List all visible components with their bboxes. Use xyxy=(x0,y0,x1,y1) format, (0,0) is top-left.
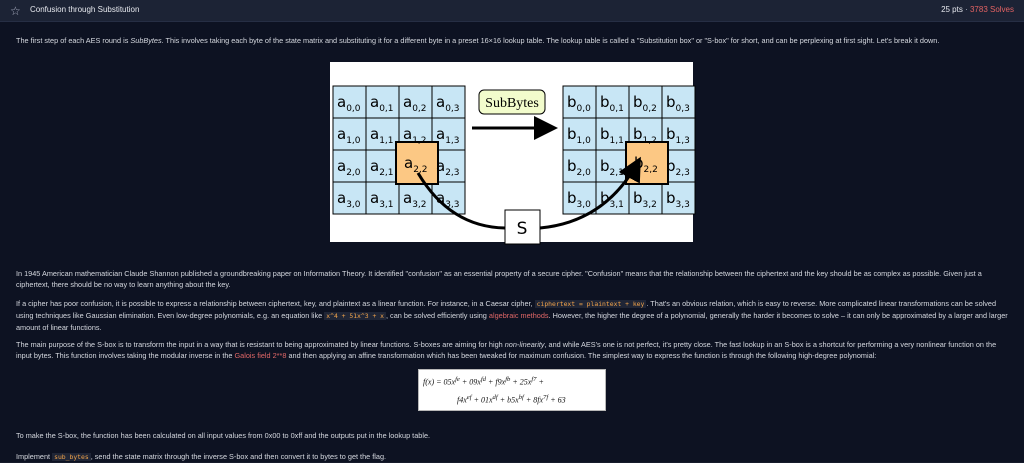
intro-text-a: The first step of each AES round is xyxy=(16,36,131,45)
state-matrix-cell-label: $a_{1,3}$ xyxy=(436,125,460,146)
state-matrix-cell-label: $a_{0,3}$ xyxy=(436,93,460,114)
separator: · xyxy=(962,5,970,14)
subbytes-label: SubBytes xyxy=(485,96,539,111)
intro-paragraph xyxy=(16,35,1010,46)
state-matrix-cell-label: $a_{3,2}$ xyxy=(403,189,427,210)
output-matrix-cell-label: $b_{2,2}$ xyxy=(634,154,658,175)
state-matrix-cell-label: $a_{0,0}$ xyxy=(337,93,361,114)
challenge-description xyxy=(0,22,1024,462)
state-matrix-cell-label: $a_{2,2}$ xyxy=(404,154,428,175)
sbox-construction-paragraph: To make the S-box, the function has been calculated on all input values from 0x00 to 0xff and the outputs put in the lookup table. xyxy=(16,431,431,440)
state-matrix-cell-label: $a_{3,1}$ xyxy=(370,189,394,210)
sub-bytes-code: sub_bytes xyxy=(54,453,89,461)
state-matrix-cell-label: $a_{1,0}$ xyxy=(337,125,361,146)
output-matrix-cell-label: $b_{0,3}$ xyxy=(666,93,690,114)
solves-link[interactable]: 3783 Solves xyxy=(969,5,1014,14)
shannon-paragraph: In 1945 American mathematician Claude Shannon published a groundbreaking paper on Information Theory. It identified "confusion" as an essential property of a secure cipher. "Confusion" means that the relationship between the ciphertext and the key should be as complex as possible. Given just a ciphertext, there should be no way to learn anything about the key. xyxy=(16,269,982,289)
output-matrix-cell-label: $b_{1,1}$ xyxy=(600,125,624,146)
intro-emphasis: SubBytes xyxy=(130,36,162,45)
algebraic-methods-link[interactable]: algebraic methods xyxy=(488,311,549,320)
task-text-a: Implement xyxy=(16,452,53,461)
sbox-text-a: The main purpose of the S-box is to transform the input in a way that is resistant to being approximated by linear functions. S-boxes are aiming for high xyxy=(16,340,505,349)
sbox-label: S xyxy=(516,219,528,239)
challenge-title: Confusion through Substitution xyxy=(30,5,140,14)
state-matrix-cell-label: $a_{3,3}$ xyxy=(436,189,460,210)
output-matrix-cell-label: $b_{3,1}$ xyxy=(600,189,624,210)
state-matrix-cell-label: $a_{0,2}$ xyxy=(403,93,427,114)
output-matrix-cell-label: $b_{2,0}$ xyxy=(567,157,591,178)
sbox-text-c: and then applying an affine transformation which has been tweaked for maximum confusion. The simplest way to express the function is through the following high-degree polynomial: xyxy=(286,351,877,360)
confusion-text-b: . That's an obvious relation, which is easy to reverse. More complicated linear transformations can be solved using techniques like Gaussian elimination. Even low-degree polynomials, e.g. an equation like xyxy=(16,299,997,320)
output-matrix-cell-label: $b_{2,1}$ xyxy=(600,157,624,178)
caesar-code: ciphertext = plaintext + key xyxy=(536,300,645,308)
polynomial-line-1: $f(x) = 05x^{fe} + 09x^{fd} + f9x^{fb} + 25x^{f7}$ + xyxy=(423,376,544,387)
polynomial-line-2: $f4x^{ef} + 01x^{df} + b5x^{bf} + 8fx^{7f} + 63$ xyxy=(457,394,566,405)
star-icon[interactable]: ☆ xyxy=(10,4,21,18)
output-matrix-grid xyxy=(563,86,695,214)
confusion-paragraph xyxy=(16,298,1010,333)
output-matrix-cell-label: $b_{3,2}$ xyxy=(633,189,657,210)
state-matrix-cell-label: $a_{2,3}$ xyxy=(436,157,460,178)
output-matrix-cell-label: $b_{3,0}$ xyxy=(567,189,591,210)
output-matrix-cell-label: $b_{0,2}$ xyxy=(633,93,657,114)
output-matrix-highlight-cell xyxy=(626,142,668,184)
state-matrix-cell-label: $a_{1,1}$ xyxy=(370,125,394,146)
polynomial-code: x^4 + 51x^3 + x xyxy=(326,312,384,320)
galois-field-link[interactable]: Galois field 2**8 xyxy=(234,351,287,360)
output-matrix-cell-label: $b_{0,1}$ xyxy=(600,93,624,114)
intro-text-b: . This involves taking each byte of the state matrix and substituting it for a different byte in a preset 16×16 lookup table. The lookup table is called a "Substitution box" or "S-box" for short, and can be perplexing at first sight. Let's break it down. xyxy=(161,36,940,45)
state-matrix-highlight-cell xyxy=(396,142,438,184)
output-matrix-cell-label: $b_{0,0}$ xyxy=(567,93,591,114)
task-paragraph xyxy=(16,451,1010,463)
output-matrix-cell-label: $b_{3,3}$ xyxy=(666,189,690,210)
state-matrix-cell-label: $a_{2,0}$ xyxy=(337,157,361,178)
state-matrix-cell-label: $a_{0,1}$ xyxy=(370,93,394,114)
sbox-polynomial xyxy=(418,369,606,411)
nonlinearity-emphasis: non-linearity xyxy=(504,340,545,349)
state-matrix-cell-label: $a_{1,2}$ xyxy=(403,125,427,146)
sbox-text-b: , and while AES's one is not perfect, it's pretty close. The fast lookup in an S-box is a shortcut for performing a very nonlinear function on the input bytes. This function involves taking the modular inverse in the xyxy=(16,340,997,360)
confusion-text-c: , can be solved efficiently using xyxy=(386,311,489,320)
output-matrix-cell-label: $b_{1,3}$ xyxy=(666,125,690,146)
state-matrix-cell-label: $a_{2,1}$ xyxy=(370,157,394,178)
output-matrix-cell-label: $b_{2,3}$ xyxy=(666,157,690,178)
task-text-b: , send the state matrix through the inverse S-box and then convert it to bytes to get the flag. xyxy=(90,452,387,461)
state-matrix-cell-label: $a_{3,0}$ xyxy=(337,189,361,210)
state-matrix-grid xyxy=(333,86,465,214)
challenge-header xyxy=(0,0,1024,22)
points-and-solves xyxy=(941,5,1014,14)
confusion-text-a: If a cipher has poor confusion, it is possible to express a relationship between ciphertext, key, and plaintext as a linear function. For instance, in a Caesar cipher, xyxy=(16,299,535,308)
points-label: 25 pts xyxy=(941,5,963,14)
output-matrix-cell-label: $b_{1,0}$ xyxy=(567,125,591,146)
confusion-text-d: . However, the higher the degree of a polynomial, generally the harder it becomes to solve – it can only be approximated by a larger and larger amount of linear functions. xyxy=(16,311,1008,332)
output-matrix-cell-label: $b_{1,2}$ xyxy=(633,125,657,146)
sbox-paragraph xyxy=(16,339,1010,361)
